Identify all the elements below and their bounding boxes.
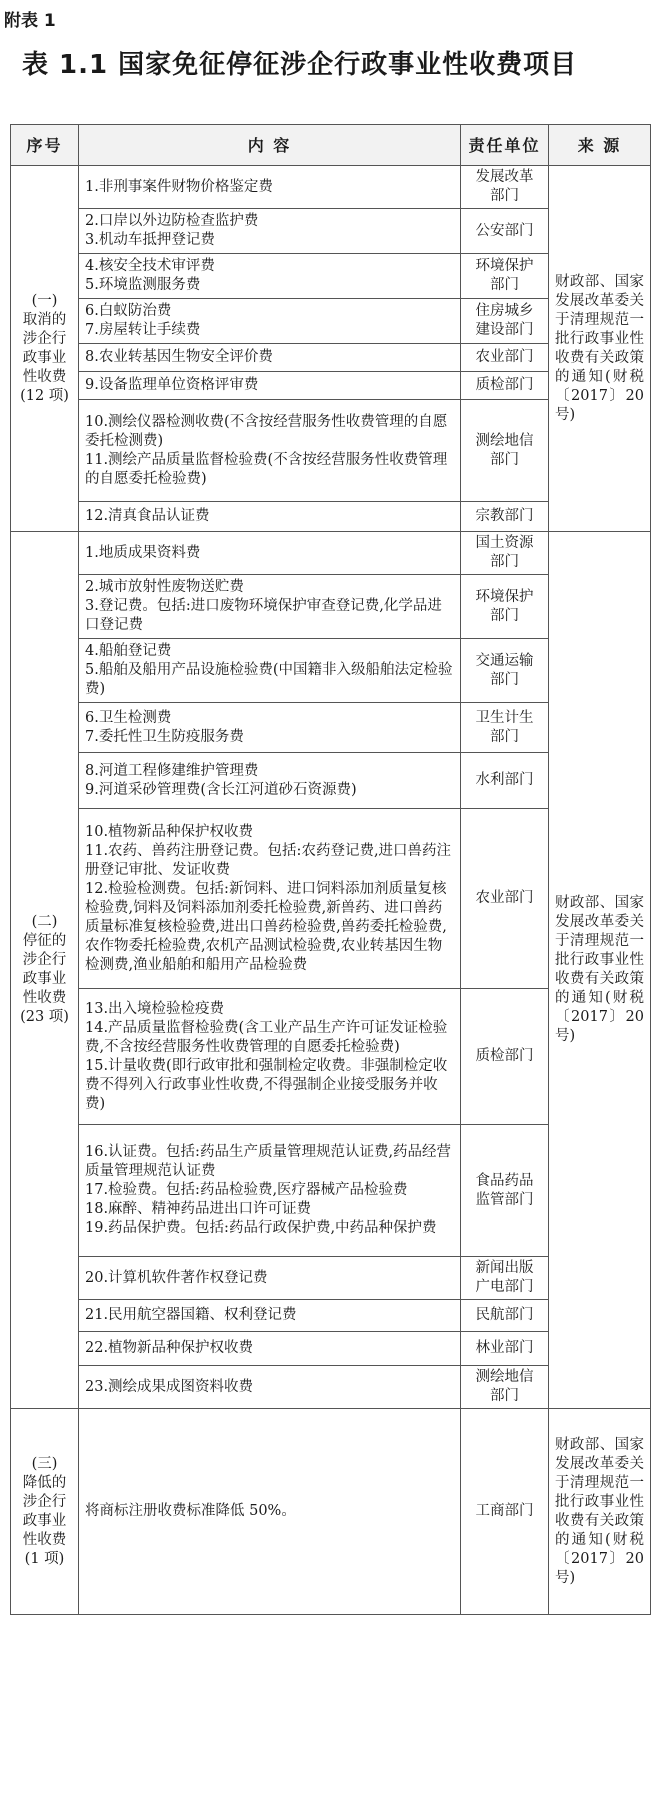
unit-line: 测绘地信 <box>475 1369 534 1385</box>
content-cell <box>79 989 461 1125</box>
content-cell <box>79 400 461 502</box>
unit-line: 测绘地信 <box>475 432 534 449</box>
table-title: 表 1.1 国家免征停征涉企行政事业性收费项目 <box>22 50 578 80</box>
unit-line: 卫生计生 <box>475 709 534 726</box>
category-label-line: (12 项) <box>20 387 69 404</box>
unit-cell <box>461 1300 549 1332</box>
unit-cell <box>461 1332 549 1366</box>
header-content: 内 容 <box>79 125 461 166</box>
fee-item: 18.麻醉、精神药品进出口许可证费 <box>85 1201 312 1217</box>
unit-cell <box>461 372 549 400</box>
unit-cell <box>461 575 549 639</box>
unit-line: 住房城乡 <box>475 303 534 319</box>
unit-line: 环境保护 <box>475 258 534 274</box>
fee-item: 8.农业转基因生物安全评价费 <box>85 349 273 365</box>
fee-item: 17.检验费。包括:药品检验费,医疗器械产品检验费 <box>85 1182 408 1198</box>
unit-line: 部门 <box>490 554 519 570</box>
category-label-line: 涉企行 <box>22 952 67 968</box>
category-label-line: (三) <box>31 1455 58 1472</box>
source-cell: 财政部、国家发展改革委关于清理规范一批行政事业性收费有关政策的通知(财税〔2017〕20号) <box>549 532 651 1409</box>
unit-line: 广电部门 <box>475 1279 534 1295</box>
content-cell <box>79 532 461 575</box>
table-row <box>11 1409 651 1615</box>
fee-item: 11.农药、兽药注册登记费。包括:农药登记费,进口兽药注册登记审批、发证收费 <box>85 842 452 878</box>
content-cell <box>79 703 461 753</box>
unit-cell <box>461 209 549 254</box>
unit-cell <box>461 1366 549 1409</box>
content-cell <box>79 209 461 254</box>
unit-line: 部门 <box>490 728 519 745</box>
fee-table <box>10 124 651 1615</box>
content-cell <box>79 1332 461 1366</box>
unit-line: 新闻出版 <box>475 1260 534 1276</box>
unit-line: 部门 <box>490 277 519 293</box>
unit-cell <box>461 299 549 344</box>
unit-line: 民航部门 <box>475 1307 534 1323</box>
unit-cell <box>461 400 549 502</box>
fee-item: 1.非刑事案件财物价格鉴定费 <box>85 178 273 195</box>
unit-line: 建设部门 <box>475 322 534 338</box>
content-cell <box>79 1125 461 1257</box>
unit-line: 水利部门 <box>475 772 534 788</box>
fee-item: 7.委托性卫生防疫服务费 <box>85 728 244 745</box>
unit-line: 食品药品 <box>475 1172 534 1189</box>
source-cell: 财政部、国家发展改革委关于清理规范一批行政事业性收费有关政策的通知(财税〔2017〕20号) <box>549 166 651 532</box>
fee-item: 8.河道工程修建维护管理费 <box>85 762 259 779</box>
content-cell <box>79 299 461 344</box>
fee-item: 19.药品保护费。包括:药品行政保护费,中药品种保护费 <box>85 1220 437 1236</box>
unit-line: 部门 <box>490 671 519 688</box>
category-label-line: 政事业 <box>22 971 67 987</box>
unit-cell <box>461 989 549 1125</box>
unit-cell <box>461 344 549 372</box>
header-no: 序号 <box>11 125 79 166</box>
content-cell <box>79 639 461 703</box>
category-label-line: 性收费 <box>22 368 67 385</box>
fee-item: 20.计算机软件著作权登记费 <box>85 1269 268 1286</box>
category-label-line: 政事业 <box>22 1512 67 1529</box>
unit-line: 部门 <box>490 188 519 204</box>
content-cell <box>79 372 461 400</box>
unit-cell <box>461 809 549 989</box>
unit-line: 部门 <box>490 607 519 624</box>
category-label-line: 性收费 <box>22 1531 67 1548</box>
category-label-line: 政事业 <box>22 349 67 366</box>
content-cell <box>79 344 461 372</box>
unit-cell <box>461 753 549 809</box>
unit-cell: 工商部门 <box>461 1409 549 1615</box>
header-row <box>11 125 651 166</box>
header-unit: 责任单位 <box>461 125 549 166</box>
fee-item: 11.测绘产品质量监督检验费(不含按经营服务性收费管理的自愿委托检验费) <box>85 451 448 487</box>
unit-cell <box>461 532 549 575</box>
unit-cell <box>461 254 549 299</box>
table-row <box>11 532 651 575</box>
fee-item: 7.房屋转让手续费 <box>85 322 201 338</box>
fee-item: 10.植物新品种保护权收费 <box>85 823 254 840</box>
unit-line: 质检部门 <box>475 377 534 393</box>
content-cell <box>79 502 461 532</box>
unit-line: 部门 <box>490 1388 519 1404</box>
fee-item: 2.口岸以外边防检查监护费 <box>85 213 259 229</box>
unit-line: 公安部门 <box>475 222 534 239</box>
content-cell <box>79 1300 461 1332</box>
category-label-line: (一) <box>31 292 58 309</box>
category-label <box>11 166 79 532</box>
fee-item: 3.机动车抵押登记费 <box>85 232 215 248</box>
content-cell <box>79 1257 461 1300</box>
unit-line: 国土资源 <box>475 535 534 551</box>
unit-line: 农业部门 <box>475 349 534 365</box>
content-cell <box>79 166 461 209</box>
category-label-line: 降低的 <box>22 1474 67 1491</box>
unit-cell <box>461 703 549 753</box>
category-label-line: 涉企行 <box>22 1493 67 1510</box>
category-label-line: (1 项) <box>24 1550 65 1567</box>
content-cell <box>79 1366 461 1409</box>
fee-item: 9.河道采砂管理费(含长江河道砂石资源费) <box>85 781 357 798</box>
fee-item: 3.登记费。包括:进口废物环境保护审查登记费,化学品进口登记费 <box>85 598 442 633</box>
unit-line: 发展改革 <box>475 169 534 185</box>
fee-item: 21.民用航空器国籍、权利登记费 <box>85 1307 297 1323</box>
source-cell: 财政部、国家发展改革委关于清理规范一批行政事业性收费有关政策的通知(财税〔2017〕20号) <box>549 1409 651 1615</box>
unit-cell <box>461 1125 549 1257</box>
category-label-line: 停征的 <box>22 933 67 949</box>
content-cell <box>79 254 461 299</box>
appendix-label: 附表 1 <box>4 11 56 31</box>
unit-cell <box>461 1257 549 1300</box>
table-row <box>11 166 651 209</box>
unit-line: 环境保护 <box>475 588 534 605</box>
fee-item: 23.测绘成果成图资料收费 <box>85 1378 254 1395</box>
fee-item: 22.植物新品种保护权收费 <box>85 1340 254 1356</box>
fee-item: 6.卫生检测费 <box>85 709 172 726</box>
unit-line: 林业部门 <box>475 1340 534 1356</box>
unit-line: 交通运输 <box>475 652 534 669</box>
content-cell <box>79 809 461 989</box>
fee-item: 10.测绘仪器检测收费(不含按经营服务性收费管理的自愿委托检测费) <box>85 413 448 449</box>
category-label <box>11 532 79 1409</box>
unit-line: 部门 <box>490 451 519 468</box>
category-label-line: (二) <box>31 914 58 930</box>
fee-item: 4.核安全技术审评费 <box>85 258 215 274</box>
fee-item: 13.出入境检验检疫费 <box>85 1000 225 1017</box>
unit-cell <box>461 502 549 532</box>
fee-item: 5.环境监测服务费 <box>85 277 201 293</box>
content-cell: 将商标注册收费标准降低 50%。 <box>79 1409 461 1615</box>
unit-line: 宗教部门 <box>475 508 534 524</box>
fee-item: 1.地质成果资料费 <box>85 544 201 561</box>
category-label-line: 性收费 <box>22 990 67 1006</box>
fee-item: 4.船舶登记费 <box>85 643 172 659</box>
fee-item: 9.设备监理单位资格评审费 <box>85 377 259 393</box>
fee-item: 2.城市放射性废物送贮费 <box>85 579 244 595</box>
unit-line: 监管部门 <box>475 1191 534 1208</box>
content-cell <box>79 575 461 639</box>
fee-item: 12.清真食品认证费 <box>85 508 210 524</box>
category-label-line: 涉企行 <box>22 330 67 347</box>
category-label <box>11 1409 79 1615</box>
fee-item: 14.产品质量监督检验费(含工业产品生产许可证发证检验费,不含按经营服务性收费管理的自愿委托检验费) <box>85 1019 448 1055</box>
fee-item: 15.计量收费(即行政审批和强制检定收费。非强制检定收费不得列入行政事业性收费,不得强制企业接受服务并收费) <box>85 1057 448 1112</box>
fee-item: 5.船舶及船用产品设施检验费(中国籍非入级船舶法定检验费) <box>85 662 453 697</box>
unit-cell <box>461 639 549 703</box>
fee-item: 6.白蚁防治费 <box>85 303 172 319</box>
fee-item: 16.认证费。包括:药品生产质量管理规范认证费,药品经营质量管理规范认证费 <box>85 1144 452 1179</box>
fee-item: 12.检验检测费。包括:新饲料、进口饲料添加剂质量复核检验费,饲料及饲料添加剂委托检验费,新兽药、进口兽药质量标准复核检验费,进出口兽药检验费,兽药委托检验费,农作物委托检验费,农机产品测试检验费,农业转基因生物检测费,渔业船舶和船用产品检验费 <box>85 880 447 973</box>
category-label-line: (23 项) <box>20 1009 69 1025</box>
unit-line: 农业部门 <box>475 890 534 906</box>
content-cell <box>79 753 461 809</box>
unit-line: 质检部门 <box>475 1048 534 1064</box>
header-source: 来 源 <box>549 125 651 166</box>
unit-cell <box>461 166 549 209</box>
category-label-line: 取消的 <box>22 311 67 328</box>
